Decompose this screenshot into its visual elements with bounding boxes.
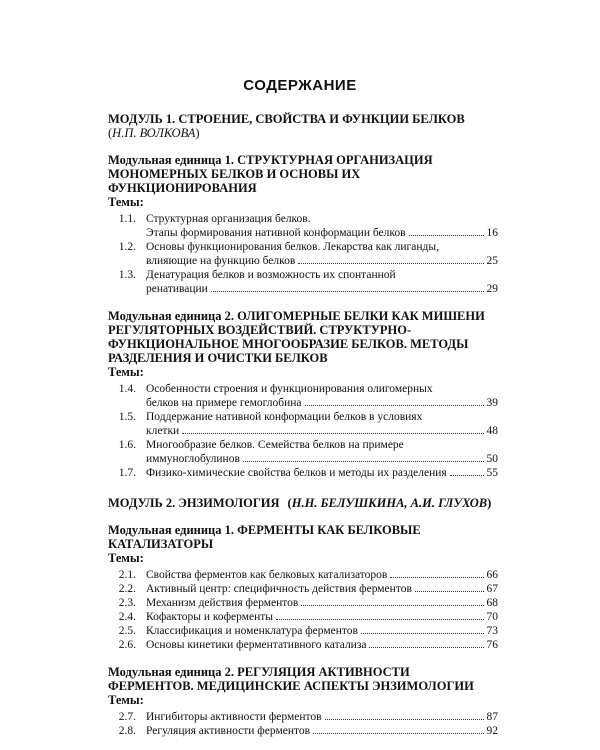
- toc-entry-body: [146, 212, 498, 240]
- toc-entry-number: 1.1.: [118, 213, 136, 225]
- module-authors: [108, 126, 498, 140]
- toc-entry-text: Классификация и номенклатура ферментов: [146, 625, 358, 637]
- toc-entry-line: [146, 610, 498, 624]
- module-authors-names: Н.П. ВОЛКОВА: [112, 126, 196, 140]
- toc-entry: [108, 710, 498, 724]
- authors-open-paren: (: [287, 496, 292, 510]
- module-title-text: МОДУЛЬ 2. ЭНЗИМОЛОГИЯ: [108, 496, 280, 510]
- toc-entry-line: [146, 212, 498, 226]
- module-title: [108, 496, 498, 510]
- topics-label: Темы:: [108, 693, 144, 707]
- authors-open-paren: (: [108, 126, 113, 140]
- toc-entry-body: [146, 638, 498, 652]
- toc-entry-text: Активный центр: специфичность действия ферментов: [146, 583, 412, 595]
- topics-label: Темы:: [108, 551, 144, 565]
- unit-title: Модульная единица 2. ОЛИГОМЕРНЫЕ БЕЛКИ КАК МИШЕНИ РЕГУЛЯТОРНЫХ ВОЗДЕЙСТВИЙ. СТРУКТУРНО-ФУНКЦИОНАЛЬНОЕ МНОГООБРАЗИЕ БЕЛКОВ. МЕТОДЫ РАЗДЕЛЕНИЯ И ОЧИСТКИ БЕЛКОВ: [108, 309, 485, 365]
- toc-entry-line: [146, 268, 498, 282]
- toc-entry-number: 2.8.: [118, 725, 136, 737]
- toc-entry: [108, 438, 498, 466]
- toc-entry-text: Регуляция активности ферментов: [146, 725, 311, 737]
- toc-entry-text: Особенности строения и функционирования олигомерных: [146, 383, 433, 395]
- toc-entry: [108, 240, 498, 268]
- toc-entry-line: [146, 568, 498, 582]
- toc-entry-line: [146, 638, 498, 652]
- toc-page-number: 16: [486, 227, 498, 239]
- toc-entry-line: [146, 438, 498, 452]
- dot-leader: [305, 405, 484, 406]
- toc-page-number: 48: [486, 425, 498, 437]
- toc-entry-text: Ингибиторы активности ферментов: [146, 711, 322, 723]
- toc-entry-text: ренативации: [146, 283, 208, 295]
- toc-entry-line: [146, 724, 498, 738]
- toc-entry-number: 2.4.: [118, 611, 136, 623]
- toc-entry-line: [146, 382, 498, 396]
- toc-entry-text: Структурная организация белков.: [146, 213, 311, 225]
- toc-entry-line: [146, 254, 498, 268]
- toc-page-number: 73: [486, 625, 498, 637]
- toc-entry-line: [146, 226, 498, 240]
- toc-entry-line: [146, 596, 498, 610]
- module-title-text: МОДУЛЬ 1. СТРОЕНИЕ, СВОЙСТВА И ФУНКЦИИ БЕЛКОВ: [108, 112, 465, 126]
- unit-title: Модульная единица 1. СТРУКТУРНАЯ ОРГАНИЗАЦИЯ МОНОМЕРНЫХ БЕЛКОВ И ОСНОВЫ ИХ ФУНКЦИОНИРОВАНИЯ: [108, 153, 433, 195]
- toc-page-number: 25: [486, 255, 498, 267]
- toc-entry-body: [146, 438, 498, 466]
- toc-entry-line: [146, 396, 498, 410]
- dot-leader: [211, 291, 484, 292]
- module-title: [108, 112, 498, 126]
- toc-entry-text: Основы кинетики ферментативного катализа: [146, 639, 367, 651]
- toc-entry-text: Денатурация белков и возможность их спонтанной: [146, 269, 396, 281]
- toc-entry-line: [146, 452, 498, 466]
- toc-page-number: 29: [486, 283, 498, 295]
- toc-entry-number: 2.1.: [118, 569, 136, 581]
- toc-entry-line: [146, 282, 498, 296]
- toc-entry-line: [146, 424, 498, 438]
- toc-list: [108, 568, 498, 652]
- toc-entry: [108, 624, 498, 638]
- toc-entry: [108, 638, 498, 652]
- dot-leader: [182, 433, 483, 434]
- dot-leader: [361, 633, 484, 634]
- toc-entry-body: [146, 382, 498, 410]
- toc-page-number: 55: [486, 467, 498, 479]
- toc-entry: [108, 596, 498, 610]
- toc-entry: [108, 724, 498, 738]
- toc-entry-body: [146, 610, 498, 624]
- toc-entry-number: 2.5.: [118, 625, 136, 637]
- toc-page-number: 92: [486, 725, 498, 737]
- toc-page-number: 70: [486, 611, 498, 623]
- toc-page-number: 67: [486, 583, 498, 595]
- toc-entry-number: 1.7.: [118, 467, 136, 479]
- toc-entry: [108, 268, 498, 296]
- toc-entry-number: 2.7.: [118, 711, 136, 723]
- toc-entry-number: 1.5.: [118, 411, 136, 423]
- dot-leader: [313, 733, 483, 734]
- toc-entry-body: [146, 410, 498, 438]
- toc-page-number: 39: [486, 397, 498, 409]
- toc-entry-number: 2.2.: [118, 583, 136, 595]
- dot-leader: [298, 263, 483, 264]
- toc-entry-body: [146, 710, 498, 724]
- topics-label: Темы:: [108, 365, 144, 379]
- toc-entry-number: 2.3.: [118, 597, 136, 609]
- toc-entry: [108, 582, 498, 596]
- toc-entry-body: [146, 466, 498, 480]
- toc-entry-body: [146, 596, 498, 610]
- authors-close-paren: ): [487, 496, 492, 510]
- dot-leader: [325, 719, 484, 720]
- dot-leader: [415, 591, 484, 592]
- module-authors: [288, 496, 492, 510]
- toc-entry: [108, 610, 498, 624]
- toc-entry-line: [146, 582, 498, 596]
- toc-entry-line: [146, 624, 498, 638]
- toc-entry-text: влияющие на функцию белков: [146, 255, 296, 267]
- toc-entry-line: [146, 466, 498, 480]
- toc-entry-number: 1.3.: [118, 269, 136, 281]
- toc-entry: [108, 212, 498, 240]
- toc-entry-number: 2.6.: [118, 639, 136, 651]
- toc-entry-line: [146, 240, 498, 254]
- toc-entry-text: белков на примере гемоглобина: [146, 397, 302, 409]
- toc-content: [108, 112, 498, 738]
- toc-entry-text: Этапы формирования нативной конформации белков: [146, 227, 406, 239]
- toc-entry: [108, 568, 498, 582]
- dot-leader: [409, 235, 484, 236]
- toc-page-number: 66: [486, 569, 498, 581]
- toc-entry: [108, 410, 498, 438]
- toc-entry-text: Кофакторы и коферменты: [146, 611, 274, 623]
- toc-page-number: 76: [486, 639, 498, 651]
- toc-entry-line: [146, 710, 498, 724]
- toc-entry-text: Многообразие белков. Семейства белков на примере: [146, 439, 404, 451]
- dot-leader: [243, 461, 484, 462]
- toc-page-number: 68: [486, 597, 498, 609]
- dot-leader: [390, 577, 483, 578]
- toc-entry-body: [146, 724, 498, 738]
- toc-entry-body: [146, 240, 498, 268]
- dot-leader: [450, 475, 484, 476]
- toc-entry-text: клетки: [146, 425, 180, 437]
- toc-entry-body: [146, 268, 498, 296]
- unit-title: Модульная единица 1. ФЕРМЕНТЫ КАК БЕЛКОВЫЕ КАТАЛИЗАТОРЫ: [108, 523, 421, 551]
- toc-entry-body: [146, 624, 498, 638]
- page-title: СОДЕРЖАНИЕ: [243, 77, 357, 94]
- unit-title: Модульная единица 2. РЕГУЛЯЦИЯ АКТИВНОСТИ ФЕРМЕНТОВ. МЕДИЦИНСКИЕ АСПЕКТЫ ЭНЗИМОЛОГИИ: [108, 665, 474, 693]
- toc-list: [108, 212, 498, 296]
- toc-entry-body: [146, 568, 498, 582]
- toc-entry-number: 1.2.: [118, 241, 136, 253]
- toc-entry-text: иммуноглобулинов: [146, 453, 240, 465]
- toc-entry: [108, 382, 498, 410]
- toc-entry-text: Физико-химические свойства белков и методы их разделения: [146, 467, 447, 479]
- dot-leader: [276, 619, 483, 620]
- toc-entry: [108, 466, 498, 480]
- authors-close-paren: ): [195, 126, 200, 140]
- toc-entry-line: [146, 410, 498, 424]
- topics-label: Темы:: [108, 195, 144, 209]
- toc-page-number: 87: [486, 711, 498, 723]
- module-authors-names: Н.Н. БЕЛУШКИНА, А.И. ГЛУХОВ: [291, 496, 488, 510]
- toc-page-number: 50: [486, 453, 498, 465]
- toc-entry-text: Механизм действия ферментов: [146, 597, 299, 609]
- dot-leader: [301, 605, 483, 606]
- toc-entry-body: [146, 582, 498, 596]
- toc-entry-text: Основы функционирования белков. Лекарства как лиганды,: [146, 241, 439, 253]
- toc-list: [108, 710, 498, 738]
- toc-list: [108, 382, 498, 480]
- dot-leader: [369, 647, 483, 648]
- toc-entry-number: 1.4.: [118, 383, 136, 395]
- toc-entry-text: Поддержание нативной конформации белков в условиях: [146, 411, 423, 423]
- toc-entry-text: Свойства ферментов как белковых катализаторов: [146, 569, 388, 581]
- toc-entry-number: 1.6.: [118, 439, 136, 451]
